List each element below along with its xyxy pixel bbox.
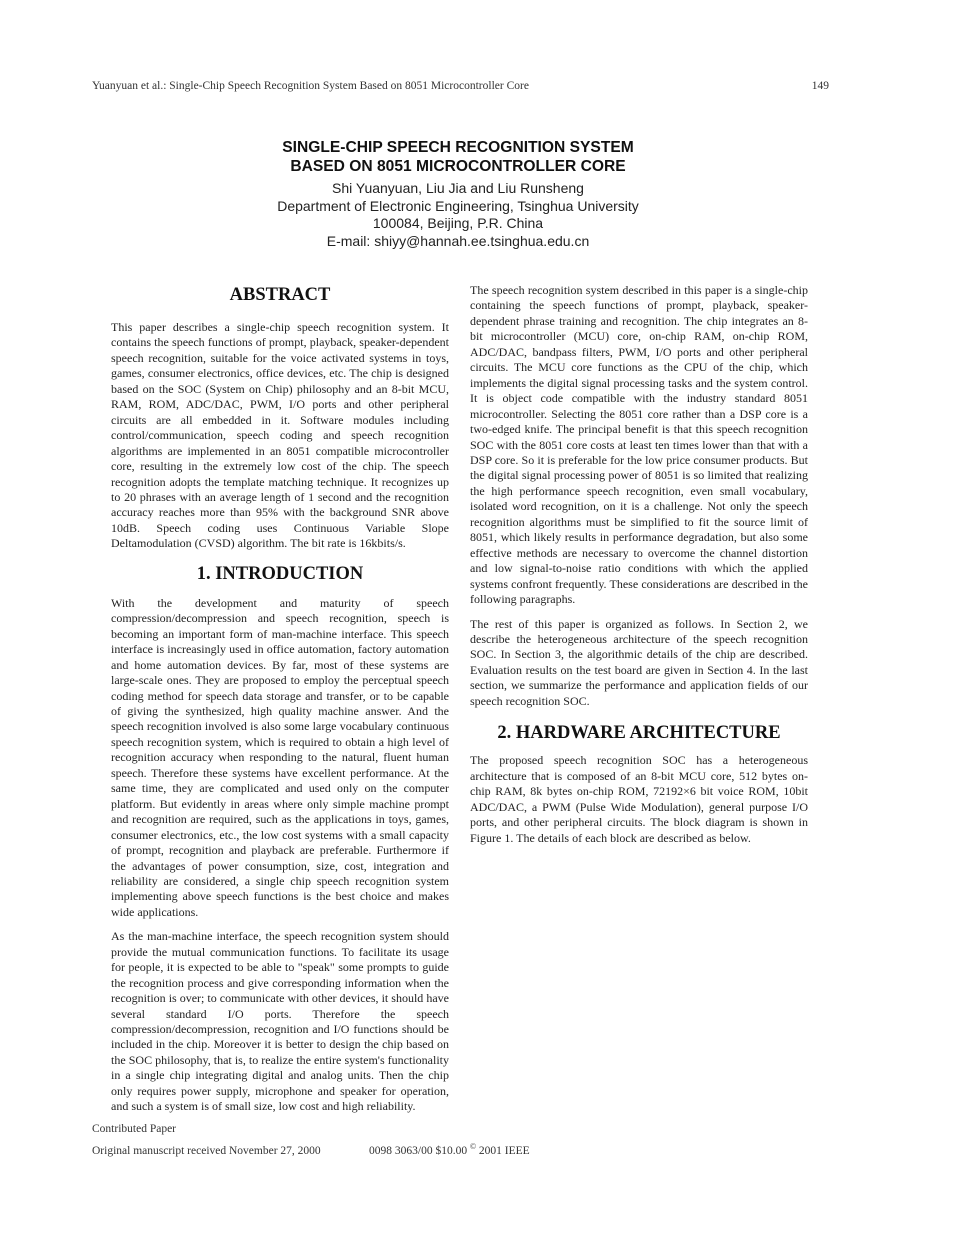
paper-title-line-2: BASED ON 8051 MICROCONTROLLER CORE (290, 158, 626, 175)
right-column (470, 283, 808, 855)
manuscript-line (92, 1144, 712, 1159)
copyright-line (369, 1144, 530, 1159)
author-block (150, 180, 766, 250)
paper-title-line-1: SINGLE-CHIP SPEECH RECOGNITION SYSTEM (282, 139, 634, 156)
hardware-paragraph-1: The proposed speech recognition SOC has a heterogeneous architecture that is composed of an 8-bit MCU core, 512 bytes on-chip RAM, 8k bytes on-chip ROM, 72192×6 bit voice ROM, 10bit ADC/DAC, a PWM (Pulse Wide Modulation), general purpose I/O ports, and other peripheral circuits. The block diagram is shown in Figure 1. The details of each block are described as below. (470, 753, 808, 845)
intro-paragraph-1: With the development and maturity of speech compression/decompression and speech recognition, speech is becoming an important form of man-machine interface. This speech interface is increasingly used in office automation, factory automation and home automation devices. By far, most of these systems are large-scale ones. They are proposed to employ the perceptual speech coding method for speech data storage and transfer, or to be capable of giving the synthesized, high quality machine answer. And the speech recognition involved is also some large vocabulary continuous speech recognition system, which is required to obtain a high level of recognition accuracy when responding to the natural, fluent human speech. Therefore these systems have excellent performance. At the same time, they are complicated and used only on the computer platform. But evidently in areas where only simple machine prompt and recognition are required, such as the applications in toys, games, consumer electronics, etc., the low cost systems with a small capacity of prompt, recognition and playback are preferable. Furthermore if the advantages of power consumption, size, cost, integration and reliability are considered, a single chip speech recognition system implementing above speech functions is the best choice and makes wide applications. (111, 595, 449, 919)
running-header (92, 80, 829, 92)
copyright-symbol: © (469, 1142, 477, 1152)
footer (92, 1122, 712, 1159)
abstract-heading: ABSTRACT (229, 285, 331, 305)
email: E-mail: shiyy@hannah.ee.tsinghua.edu.cn (326, 232, 590, 249)
title-block (150, 138, 766, 250)
abstract-text: This paper describes a single-chip speech recognition system. It contains the speech functions of prompt, playback, speaker-dependent speech recognition, suitable for the voice activated systems in toys, games, consumer electronics, office devices, etc. The chip is designed based on the SOC (System on Chip) philosophy and an 8-bit MCU, RAM, ROM, ADC/DAC, PWM, I/O ports and other peripheral circuits are all embedded in it. Software modules including control/communication, speech coding and speech recognition algorithms are implemented in an 8051 compatible microcontroller core, resulting in the extremely low cost of the chip. The speech recognition adopts the template matching technique. It recognizes up to 20 phrases with an average length of 1 second and the recognition accuracy reaches more than 95% with the background SNR above 10dB. Speech coding uses Continuous Variable Slope Deltamodulation (CVSD) algorithm. The bit rate is 16kbits/s. (111, 320, 449, 551)
copyright-year: 2001 IEEE (476, 1145, 530, 1157)
introduction-heading: 1. INTRODUCTION (196, 563, 364, 584)
intro-paragraph-4: The rest of this paper is organized as follows. In Section 2, we describe the heterogeneous architecture of the speech recognition SOC. In Section 3, the algorithmic details of the chip are described. Evaluation results on the test board are given in Section 4. In the last section, we summarize the performance and application fields of our speech recognition SOC. (470, 616, 808, 708)
running-title: Yuanyuan et al.: Single-Chip Speech Recognition System Based on 8051 Microcontroller Core (92, 80, 529, 92)
copyright-code: 0098 3063/00 $10.00 (369, 1145, 470, 1157)
left-column (111, 280, 449, 1124)
intro-paragraph-2: As the man-machine interface, the speech recognition system should provide the mutual communication functions. To facilitate its usage for people, it is expected to be able to "speak" some prompts to guide the recognition process and give corresponding information when the recognition is over; to communicate with other devices, it should have several standard I/O ports. Therefore the speech compression/decompression, recognition and I/O functions should be included in the chip. Moreover it is better to design the chip based on the SOC philosophy, that is, to realize the entire system's functionality in a single chip integrating digital and analog units. Then the chip only requires power supply, microphone and speaker for operation, and such a system is of small size, low cost and high reliability. (111, 929, 449, 1114)
authors: Shi Yuanyuan, Liu Jia and Liu Runsheng (332, 180, 584, 196)
page-number: 149 (811, 80, 829, 92)
address: 100084, Beijing, P.R. China (372, 215, 544, 231)
department: Department of Electronic Engineering, Tsinghua University (277, 197, 639, 214)
paper-title (150, 138, 766, 176)
hardware-heading: 2. HARDWARE ARCHITECTURE (497, 723, 781, 744)
contributed-paper-label: Contributed Paper (92, 1123, 176, 1135)
manuscript-received: Original manuscript received November 27, 2000 (92, 1145, 321, 1157)
intro-paragraph-3: The speech recognition system described in this paper is a single-chip containing the speech functions of prompt, playback, speaker-dependent phrase training and recognition. The chip integrates an 8-bit microcontroller (MCU) core, on-chip RAM, on-chip ROM, ADC/DAC, bandpass filters, PWM, I/O ports and other peripheral circuits. The MCU core functions as the CPU of the chip, which implements the digital signal processing tasks and the system control. It is object code compatible with the industry standard 8051 microcontroller. Selecting the 8051 core rather than a DSP core is a two-edged knife. The principal benefit is that this speech recognition SOC with the 8051 core costs at least ten times lower than that with a DSP core. So it is preferable for the low price consumer products. But the digital signal processing power of 8051 is so limited that realizing the high performance speech recognition, even small vocabulary, isolated word recognition, on it is a challenge. Not only the speech recognition algorithms must be simplified to fit the source limit of 8051, which likely results in performance degradation, but also some effective methods are necessary to overcome the channel distortion and low signal-to-noise ratio conditions with which the applied systems confront frequently. These considerations are described in the following paragraphs. (470, 283, 808, 607)
